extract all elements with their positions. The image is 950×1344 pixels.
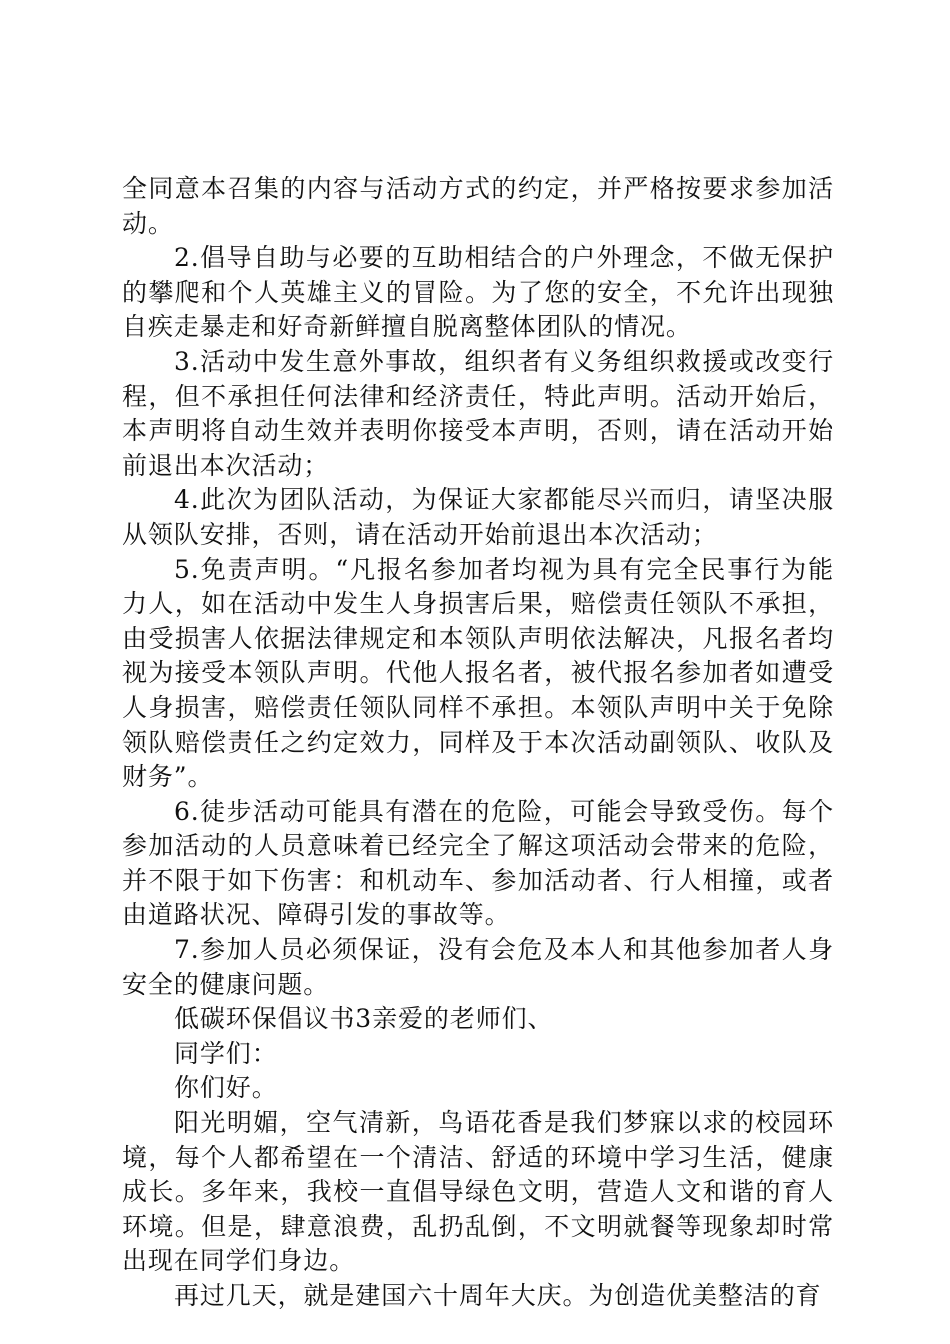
paragraph-item-3: 3.活动中发生意外事故，组织者有义务组织救援或改变行程，但不承担任何法律和经济责任，特此声明。活动开始后，本声明将自动生效并表明你接受本声明，否则，请在活动开始前退出本次活动； xyxy=(122,346,834,480)
paragraph-item-2: 2.倡导自助与必要的互助相结合的户外理念，不做无保护的攀爬和个人英雄主义的冒险。为了您的安全，不允许出现独自疾走暴走和好奇新鲜擅自脱离整体团队的情况。 xyxy=(122,243,834,342)
paragraph-item-5: 5.免责声明。“凡报名参加者均视为具有完全民事行为能力人，如在活动中发生人身损害后果，赔偿责任领队不承担，由受损害人依据法律规定和本领队声明依法解决，凡报名者均视为接受本领队声明。代他人报名者，被代报名参加者如遭受人身损害，赔偿责任领队同样不承担。本领队声明中关于免除领队赔偿责任之约定效力，同样及于本次活动副领队、收队及财务”。 xyxy=(122,554,834,792)
paragraph-continuation: 全同意本召集的内容与活动方式的约定，并严格按要求参加活动。 xyxy=(122,174,834,238)
salutation-line: 同学们： xyxy=(174,1038,278,1068)
paragraph-item-6: 6.徒步活动可能具有潜在的危险，可能会导致受伤。每个参加活动的人员意味着已经完全了解这项活动会带来的危险，并不限于如下伤害：和机动车、参加活动者、行人相撞，或者由道路状况、障碍引发的事故等。 xyxy=(122,796,834,930)
paragraph-item-7: 7.参加人员必须保证，没有会危及本人和其他参加者人身安全的健康问题。 xyxy=(122,935,834,999)
body-paragraph-anniversary: 再过几天，就是建国六十周年大庆。为创造优美整洁的育 xyxy=(174,1281,822,1310)
proposal-title-line: 低碳环保倡议书3亲爱的老师们、 xyxy=(174,1004,554,1034)
document-body xyxy=(122,172,834,1314)
greeting-line: 你们好。 xyxy=(174,1073,278,1103)
paragraph-item-4: 4.此次为团队活动，为保证大家都能尽兴而归，请坚决服从领队安排，否则，请在活动开始前退出本次活动； xyxy=(122,485,834,549)
body-paragraph-campus: 阳光明媚，空气清新，鸟语花香是我们梦寐以求的校园环境，每个人都希望在一个清洁、舒适的环境中学习生活，健康成长。多年来，我校一直倡导绿色文明，营造人文和谐的育人环境。但是，肆意浪费，乱扔乱倒，不文明就餐等现象却时常出现在同学们身边。 xyxy=(122,1108,834,1276)
